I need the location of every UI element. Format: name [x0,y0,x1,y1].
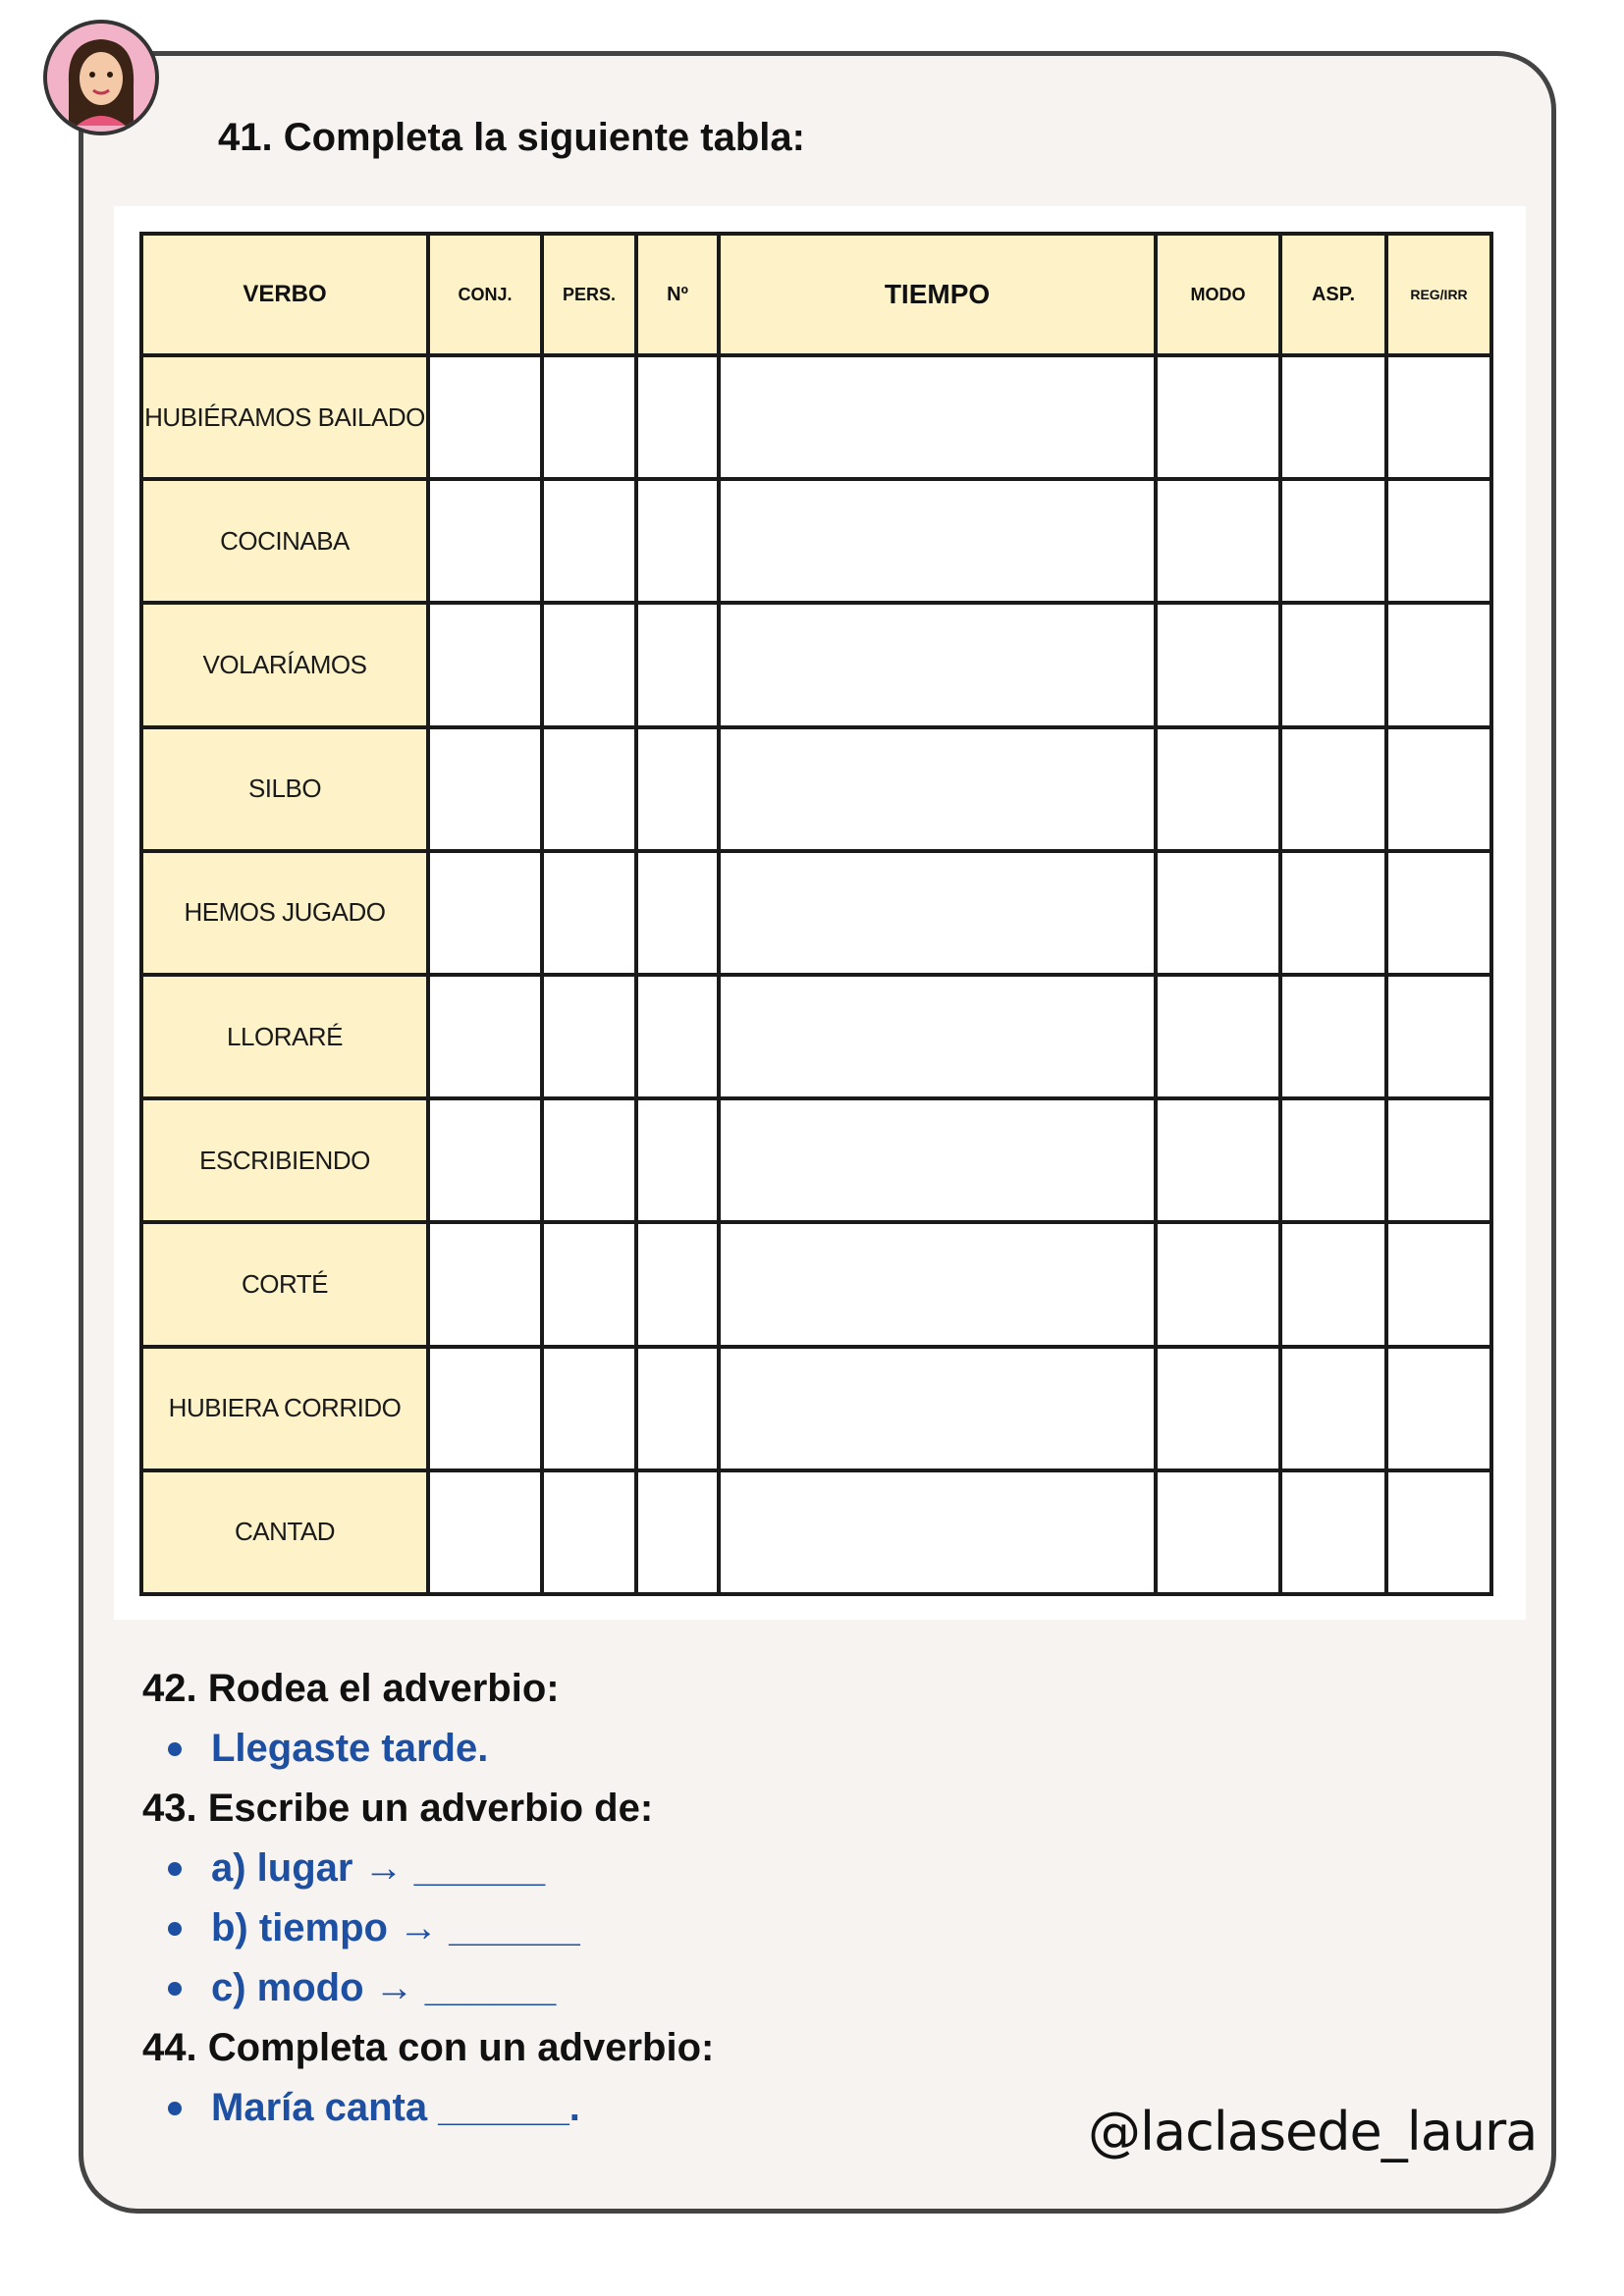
answer-cell[interactable] [1280,1470,1386,1594]
verb-cell: HUBIÉRAMOS BAILADO [141,355,428,479]
author-handle: @laclasede_laura [1088,2101,1538,2163]
table-row [141,851,1491,975]
bullet-icon [168,1982,182,1996]
answer-cell[interactable] [719,603,1156,726]
answer-cell[interactable] [636,1347,719,1470]
answer-cell[interactable] [636,975,719,1098]
verb-cell: HUBIERA CORRIDO [141,1347,428,1470]
answer-cell[interactable] [542,1347,636,1470]
answer-cell[interactable] [428,355,542,479]
answer-cell[interactable] [719,727,1156,851]
table-row [141,1347,1491,1470]
exercise-42-list [142,1719,1419,1779]
header-verbo: VERBO [141,234,428,355]
author-avatar [43,20,159,135]
answer-cell[interactable] [1156,1222,1280,1346]
header-modo: MODO [1156,234,1280,355]
answer-cell[interactable] [1156,603,1280,726]
answer-cell[interactable] [428,1222,542,1346]
exercise-44-title: 44. Completa con un adverbio: [142,2026,715,2069]
answer-cell[interactable] [719,1470,1156,1594]
table-row [141,1470,1491,1594]
list-item [168,1898,1419,1958]
exercise-43-item-a: a) lugar → ______ [211,1846,546,1890]
answer-cell[interactable] [1156,975,1280,1098]
answer-cell[interactable] [1280,975,1386,1098]
header-pers: PERS. [542,234,636,355]
table-row [141,975,1491,1098]
verb-table-panel [114,206,1526,1620]
answer-cell[interactable] [1386,727,1491,851]
list-item [168,1958,1419,2018]
answer-cell[interactable] [1386,1222,1491,1346]
answer-cell[interactable] [542,603,636,726]
header-tiempo: TIEMPO [719,234,1156,355]
answer-cell[interactable] [1280,355,1386,479]
header-reg-irr: REG/IRR [1386,234,1491,355]
verb-cell: VOLARÍAMOS [141,603,428,726]
answer-cell[interactable] [1386,1098,1491,1222]
answer-cell[interactable] [542,1098,636,1222]
answer-cell[interactable] [636,355,719,479]
answer-cell[interactable] [1280,479,1386,603]
answer-cell[interactable] [719,479,1156,603]
verb-cell: COCINABA [141,479,428,603]
answer-cell[interactable] [428,479,542,603]
answer-cell[interactable] [719,1098,1156,1222]
answer-cell[interactable] [719,851,1156,975]
answer-cell[interactable] [1386,851,1491,975]
bullet-icon [168,1922,182,1936]
answer-cell[interactable] [1280,1098,1386,1222]
header-conj: CONJ. [428,234,542,355]
header-numero: Nº [636,234,719,355]
answer-cell[interactable] [542,1470,636,1594]
answer-cell[interactable] [428,1347,542,1470]
answer-cell[interactable] [636,479,719,603]
answer-cell[interactable] [428,727,542,851]
answer-cell[interactable] [1280,851,1386,975]
exercise-42-item: Llegaste tarde. [211,1727,489,1770]
answer-cell[interactable] [1280,1222,1386,1346]
answer-cell[interactable] [1156,1098,1280,1222]
answer-cell[interactable] [636,1098,719,1222]
answer-cell[interactable] [636,603,719,726]
answer-cell[interactable] [542,851,636,975]
answer-cell[interactable] [428,1098,542,1222]
table-row [141,355,1491,479]
verb-cell: HEMOS JUGADO [141,851,428,975]
answer-cell[interactable] [719,975,1156,1098]
exercise-43-title: 43. Escribe un adverbio de: [142,1787,654,1830]
answer-cell[interactable] [428,603,542,726]
verb-table [139,232,1493,1596]
answer-cell[interactable] [636,1470,719,1594]
exercise-41-title: 41. Completa la siguiente tabla: [218,116,805,159]
header-asp: ASP. [1280,234,1386,355]
answer-cell[interactable] [1386,355,1491,479]
answer-cell[interactable] [1156,1347,1280,1470]
answer-cell[interactable] [428,1470,542,1594]
answer-cell[interactable] [542,727,636,851]
table-row [141,1098,1491,1222]
answer-cell[interactable] [719,1347,1156,1470]
answer-cell[interactable] [1386,975,1491,1098]
answer-cell[interactable] [1156,851,1280,975]
verb-cell: ESCRIBIENDO [141,1098,428,1222]
answer-cell[interactable] [1280,727,1386,851]
answer-cell[interactable] [542,975,636,1098]
answer-cell[interactable] [636,1222,719,1346]
answer-cell[interactable] [1280,1347,1386,1470]
answer-cell[interactable] [1386,1347,1491,1470]
verb-cell: CORTÉ [141,1222,428,1346]
answer-cell[interactable] [428,851,542,975]
bullet-icon [168,1862,182,1876]
answer-cell[interactable] [719,1222,1156,1346]
answer-cell[interactable] [1386,479,1491,603]
answer-cell[interactable] [1156,479,1280,603]
exercise-43-item-b: b) tiempo → ______ [211,1906,580,1949]
answer-cell[interactable] [542,479,636,603]
exercise-43-item-c: c) modo → ______ [211,1966,557,2009]
exercises-42-44 [142,1659,1419,2138]
exercise-42-title: 42. Rodea el adverbio: [142,1667,560,1710]
answer-cell[interactable] [1156,355,1280,479]
answer-cell[interactable] [1156,1470,1280,1594]
exercise-44-item: María canta ______. [211,2086,580,2129]
answer-cell[interactable] [1280,603,1386,726]
answer-cell[interactable] [636,851,719,975]
answer-cell[interactable] [1386,603,1491,726]
bullet-icon [168,2102,182,2115]
answer-cell[interactable] [719,355,1156,479]
table-row [141,479,1491,603]
bullet-icon [168,1742,182,1756]
table-row [141,1222,1491,1346]
exercise-43-list [142,1839,1419,2018]
table-header-row [141,234,1491,355]
verb-cell: SILBO [141,727,428,851]
answer-cell[interactable] [542,355,636,479]
table-row [141,727,1491,851]
verb-cell: LLORARÉ [141,975,428,1098]
answer-cell[interactable] [428,975,542,1098]
list-item [168,1839,1419,1898]
table-row [141,603,1491,726]
answer-cell[interactable] [542,1222,636,1346]
verb-cell: CANTAD [141,1470,428,1594]
answer-cell[interactable] [636,727,719,851]
list-item [168,1719,1419,1779]
answer-cell[interactable] [1386,1470,1491,1594]
answer-cell[interactable] [1156,727,1280,851]
